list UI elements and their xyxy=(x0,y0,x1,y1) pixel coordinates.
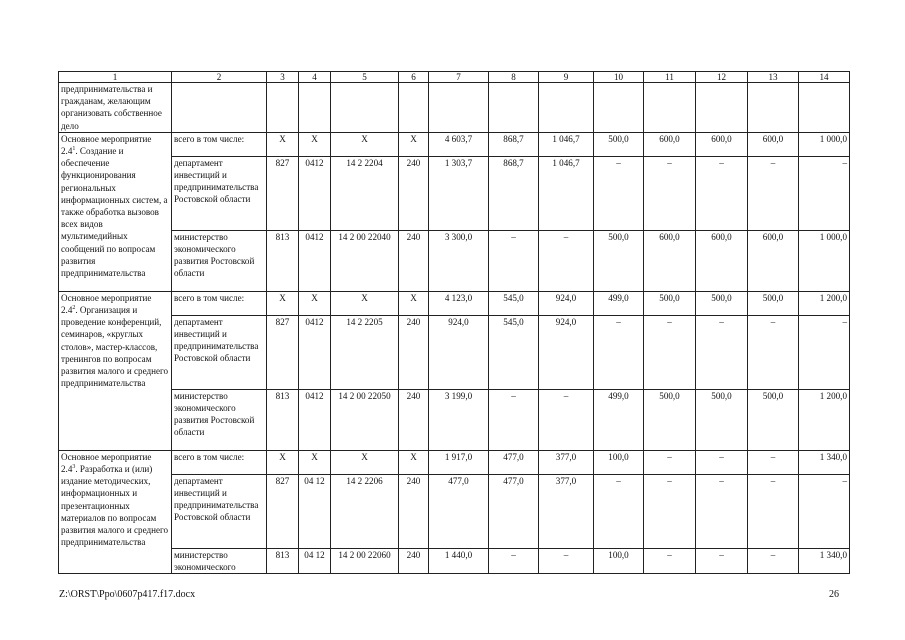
column-number: 10 xyxy=(594,72,644,83)
value-cell-c6: 240 xyxy=(399,315,429,389)
value-cell-c8: 477,0 xyxy=(489,450,539,474)
continuation-row xyxy=(59,83,850,133)
value-cell-c9: – xyxy=(539,389,594,450)
column-number: 6 xyxy=(399,72,429,83)
table-row xyxy=(59,315,850,389)
value-cell-c11: 500,0 xyxy=(644,291,696,315)
value-cell-c8: – xyxy=(489,389,539,450)
value-cell-c3: 813 xyxy=(267,230,299,291)
value-cell-c9: 924,0 xyxy=(539,315,594,389)
value-cell-c11: 600,0 xyxy=(644,132,696,156)
table-row xyxy=(59,132,850,156)
value-cell-c10: – xyxy=(594,474,644,548)
value-cell-c6: Х xyxy=(399,291,429,315)
value-cell-c4: 0412 xyxy=(299,315,331,389)
column-number: 13 xyxy=(748,72,799,83)
value-cell-c11: – xyxy=(644,474,696,548)
value-cell-c4: 0412 xyxy=(299,389,331,450)
value-cell-c5: 14 2 2206 xyxy=(331,474,399,548)
value-cell-c11: – xyxy=(644,450,696,474)
table-row xyxy=(59,389,850,450)
executor-label: всего в том числе: xyxy=(172,450,267,474)
value-cell-c4: Х xyxy=(299,291,331,315)
table-row xyxy=(59,474,850,548)
value-cell-c14: – xyxy=(799,474,850,548)
value-cell-c13: 600,0 xyxy=(748,132,799,156)
column-number: 7 xyxy=(429,72,489,83)
value-cell-c10: 100,0 xyxy=(594,548,644,573)
value-cell-c12: 600,0 xyxy=(696,230,748,291)
value-cell-c3: 813 xyxy=(267,389,299,450)
column-number: 12 xyxy=(696,72,748,83)
column-number: 14 xyxy=(799,72,850,83)
value-cell-c3: 813 xyxy=(267,548,299,573)
value-cell-c7: 4 603,7 xyxy=(429,132,489,156)
value-cell-c8: – xyxy=(489,230,539,291)
value-cell-c6: 240 xyxy=(399,156,429,230)
value-cell-c14: 1 340,0 xyxy=(799,450,850,474)
value-cell-c13: 600,0 xyxy=(748,230,799,291)
value-cell-c3: Х xyxy=(267,132,299,156)
executor-label: министерство экономического развития Ростовской области xyxy=(172,389,267,450)
value-cell-c8: – xyxy=(489,548,539,573)
value-cell-c4: 04 12 xyxy=(299,474,331,548)
value-cell-c5: Х xyxy=(331,291,399,315)
value-cell-c3: 827 xyxy=(267,315,299,389)
value-cell-c3: 827 xyxy=(267,474,299,548)
value-cell-c12: – xyxy=(696,450,748,474)
value-cell-c9: 924,0 xyxy=(539,291,594,315)
value-cell-c13: – xyxy=(748,474,799,548)
executor-label: всего в том числе: xyxy=(172,291,267,315)
value-cell-c10: 500,0 xyxy=(594,132,644,156)
value-cell-c10: 499,0 xyxy=(594,389,644,450)
value-cell-c12: – xyxy=(696,156,748,230)
value-cell-c7: 4 123,0 xyxy=(429,291,489,315)
value-cell-c8: 868,7 xyxy=(489,156,539,230)
column-number: 3 xyxy=(267,72,299,83)
value-cell-c9: 1 046,7 xyxy=(539,132,594,156)
footer-file-path: Z:\ORST\Ppo\0607p417.f17.docx xyxy=(59,589,196,600)
value-cell-c5: 14 2 2205 xyxy=(331,315,399,389)
value-cell-c13: – xyxy=(748,156,799,230)
value-cell-c5: 14 2 00 22060 xyxy=(331,548,399,573)
value-cell-c7: 3 199,0 xyxy=(429,389,489,450)
value-cell-c12: 500,0 xyxy=(696,389,748,450)
value-cell-c6: 240 xyxy=(399,230,429,291)
value-cell-c7: 1 303,7 xyxy=(429,156,489,230)
value-cell-c12: 500,0 xyxy=(696,291,748,315)
value-cell-c12: – xyxy=(696,315,748,389)
column-number-row xyxy=(59,72,850,83)
value-cell-c4: 04 12 xyxy=(299,548,331,573)
executor-label: департамент инвестиций и предпринимательства Ростовской области xyxy=(172,156,267,230)
value-cell-c7: 1 440,0 xyxy=(429,548,489,573)
value-cell-c7: 924,0 xyxy=(429,315,489,389)
value-cell-c10: – xyxy=(594,156,644,230)
value-cell-c6: 240 xyxy=(399,474,429,548)
column-number: 2 xyxy=(172,72,267,83)
value-cell-c9: 377,0 xyxy=(539,450,594,474)
activity-name: Основное мероприятие $2.4^2$. Организация и проведение конференций, семинаров, «круглых столов», мастер-классов, тренингов по вопросам развития малого и среднего предпринимательства xyxy=(59,291,172,450)
table-row xyxy=(59,230,850,291)
footer-page-number: 26 xyxy=(829,589,839,600)
table-row xyxy=(59,156,850,230)
value-cell-c11: 500,0 xyxy=(644,389,696,450)
program-table xyxy=(58,71,850,574)
value-cell-c8: 868,7 xyxy=(489,132,539,156)
column-number: 11 xyxy=(644,72,696,83)
column-number: 4 xyxy=(299,72,331,83)
value-cell-c5: Х xyxy=(331,450,399,474)
value-cell-c4: 0412 xyxy=(299,230,331,291)
continuation-text: предпринимательства и гражданам, желающим организовать собственное дело xyxy=(59,83,172,133)
value-cell-c8: 545,0 xyxy=(489,315,539,389)
table-row xyxy=(59,548,850,573)
value-cell-c11: 600,0 xyxy=(644,230,696,291)
value-cell-c10: – xyxy=(594,315,644,389)
value-cell-c14: 1 000,0 xyxy=(799,230,850,291)
value-cell-c12: – xyxy=(696,548,748,573)
table-row xyxy=(59,291,850,315)
value-cell-c8: 477,0 xyxy=(489,474,539,548)
value-cell-c10: 100,0 xyxy=(594,450,644,474)
value-cell-c10: 500,0 xyxy=(594,230,644,291)
executor-label: министерство экономического развития Ростовской области xyxy=(172,230,267,291)
value-cell-c13: – xyxy=(748,548,799,573)
value-cell-c14: – xyxy=(799,156,850,230)
value-cell-c11: – xyxy=(644,156,696,230)
value-cell-c11: – xyxy=(644,315,696,389)
value-cell-c6: Х xyxy=(399,450,429,474)
activity-name: Основное мероприятие $2.4^1$. Создание и обеспечение функционирования региональных информационных систем, а также обработка вызовов всех видов мультимедийных сообщений по вопросам развития предпринимательства xyxy=(59,132,172,291)
value-cell-c10: 499,0 xyxy=(594,291,644,315)
value-cell-c7: 3 300,0 xyxy=(429,230,489,291)
value-cell-c3: 827 xyxy=(267,156,299,230)
value-cell-c5: Х xyxy=(331,132,399,156)
executor-label: департамент инвестиций и предпринимательства Ростовской области xyxy=(172,474,267,548)
value-cell-c4: Х xyxy=(299,132,331,156)
value-cell-c14: – xyxy=(799,315,850,389)
value-cell-c14: 1 200,0 xyxy=(799,291,850,315)
value-cell-c6: Х xyxy=(399,132,429,156)
value-cell-c3: Х xyxy=(267,291,299,315)
column-number: 8 xyxy=(489,72,539,83)
value-cell-c9: 1 046,7 xyxy=(539,156,594,230)
value-cell-c14: 1 200,0 xyxy=(799,389,850,450)
value-cell-c11: – xyxy=(644,548,696,573)
value-cell-c5: 14 2 2204 xyxy=(331,156,399,230)
value-cell-c12: 600,0 xyxy=(696,132,748,156)
column-number: 1 xyxy=(59,72,172,83)
value-cell-c5: 14 2 00 22040 xyxy=(331,230,399,291)
value-cell-c4: 0412 xyxy=(299,156,331,230)
value-cell-c14: 1 000,0 xyxy=(799,132,850,156)
column-number: 5 xyxy=(331,72,399,83)
executor-label: департамент инвестиций и предпринимательства Ростовской области xyxy=(172,315,267,389)
value-cell-c13: – xyxy=(748,450,799,474)
value-cell-c8: 545,0 xyxy=(489,291,539,315)
executor-label: всего в том числе: xyxy=(172,132,267,156)
value-cell-c13: 500,0 xyxy=(748,291,799,315)
value-cell-c9: 377,0 xyxy=(539,474,594,548)
value-cell-c6: 240 xyxy=(399,548,429,573)
table-row xyxy=(59,450,850,474)
value-cell-c5: 14 2 00 22050 xyxy=(331,389,399,450)
value-cell-c3: Х xyxy=(267,450,299,474)
value-cell-c7: 1 917,0 xyxy=(429,450,489,474)
activity-name: Основное мероприятие $2.4^3$. Разработка и (или) издание методических, информационных и презентационных материалов по вопросам развития малого и среднего предпринимательства xyxy=(59,450,172,573)
value-cell-c9: – xyxy=(539,230,594,291)
value-cell-c13: – xyxy=(748,315,799,389)
table-body xyxy=(59,72,850,574)
value-cell-c7: 477,0 xyxy=(429,474,489,548)
column-number: 9 xyxy=(539,72,594,83)
value-cell-c9: – xyxy=(539,548,594,573)
value-cell-c14: 1 340,0 xyxy=(799,548,850,573)
value-cell-c6: 240 xyxy=(399,389,429,450)
executor-label: министерство экономического xyxy=(172,548,267,573)
value-cell-c12: – xyxy=(696,474,748,548)
value-cell-c4: Х xyxy=(299,450,331,474)
value-cell-c13: 500,0 xyxy=(748,389,799,450)
